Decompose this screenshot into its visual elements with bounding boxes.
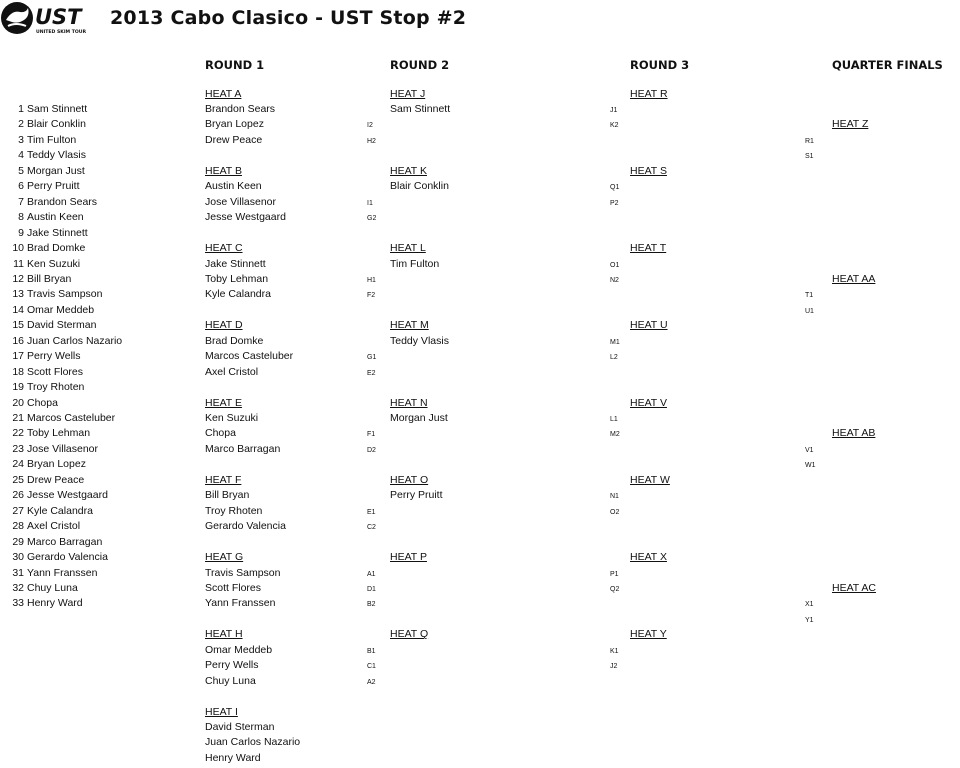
advance-slot: G2 [367,215,377,223]
seed-number: 31 [12,566,24,579]
seed-number: 12 [12,272,24,285]
seed-row [12,242,85,254]
seed-number: 11 [13,257,24,270]
seed-name: Jose Villasenor [27,442,99,455]
surfer-name: Bryan Lopez [205,118,264,131]
seed-row [12,474,84,486]
advance-slot: B2 [367,601,376,609]
seed-number: 4 [18,149,24,162]
advance-slot: B1 [367,647,376,655]
seed-number: 9 [18,226,24,239]
seed-name: Jesse Westgaard [27,489,108,502]
surfer-name: Troy Rhoten [205,504,263,517]
advance-slot: Y1 [805,616,814,624]
seed-row [12,458,86,470]
seed-number: 14 [12,303,24,316]
round-2-header: ROUND 2 [390,58,450,72]
seed-row [12,381,84,393]
seed-name: Marcos Casteluber [27,412,116,424]
advance-slot: V1 [805,446,814,454]
advance-slot: F1 [367,431,376,439]
seed-name: Bryan Lopez [27,458,86,471]
surfer-name: Gerardo Valencia [205,520,286,533]
heat-label: HEAT N [390,396,428,409]
seed-row [12,103,87,115]
advance-slot: O1 [610,261,620,269]
advance-slot: A2 [367,678,376,686]
surfer-name: Juan Carlos Nazario [205,736,301,749]
seed-number: 24 [12,458,24,471]
seed-number: 32 [12,581,24,594]
surfer-name: Chopa [205,427,236,440]
surfer-name: Bill Bryan [205,489,250,502]
heat-label: HEAT F [205,473,242,486]
seed-row [12,582,78,594]
advance-slot: M1 [610,338,620,346]
seed-number: 33 [12,597,24,610]
seed-number: 3 [18,133,24,146]
surfer-name: Perry Wells [205,659,259,672]
seed-name: Drew Peace [27,473,85,486]
quarter-finals-header: QUARTER FINALS [832,58,943,72]
seed-row [12,149,86,161]
seed-row [12,567,97,579]
seed-row [12,211,84,223]
seed-row [12,397,58,409]
seed-row [12,258,80,270]
surfer-name: Blair Conklin [390,180,449,193]
seed-number: 5 [18,164,24,177]
seed-name: Kyle Calandra [27,504,93,517]
advance-slot: Q2 [610,585,620,593]
surfer-name: Jose Villasenor [205,195,277,208]
advance-slot: C1 [367,663,376,671]
heat-label: HEAT A [205,87,242,100]
seed-number: 21 [12,412,24,424]
heat-label: HEAT D [205,319,243,332]
advance-slot: A1 [367,570,376,578]
round-3-header: ROUND 3 [630,58,690,72]
seed-row [12,489,108,501]
heat-label: HEAT Z [832,118,869,131]
seed-name: Bill Bryan [27,272,72,285]
seed-number: 7 [18,195,24,208]
advance-slot: L1 [610,416,618,423]
seed-row [12,319,96,331]
round-1-header: ROUND 1 [205,58,265,72]
seed-name: Blair Conklin [27,118,86,131]
seed-row [12,520,80,532]
heat-label: HEAT Y [630,628,667,641]
seed-number: 13 [12,288,24,301]
surfer-name: Jesse Westgaard [205,211,286,224]
surfer-name: Chuy Luna [205,674,256,687]
seed-row [12,118,86,130]
surfer-name: Ken Suzuki [205,412,259,424]
seed-name: Gerardo Valencia [27,551,108,564]
logo-tagline: UNITED SKIM TOUR [36,30,87,35]
surfer-name: Drew Peace [205,133,263,146]
advance-slot: G1 [367,354,377,362]
surfer-name: Brandon Sears [205,103,276,115]
seed-number: 10 [12,242,24,255]
advance-slot: I2 [367,122,373,130]
advance-slot: N2 [610,276,619,284]
seed-number: 23 [12,442,24,455]
seed-number: 18 [12,365,24,378]
seed-name: Troy Rhoten [27,381,85,394]
seed-number: 19 [12,381,24,394]
seed-name: Yann Franssen [27,566,98,579]
seed-name: Brandon Sears [27,195,98,208]
seed-row [12,427,90,439]
heat-label: HEAT H [205,628,243,641]
heat-label: HEAT AB [832,427,876,440]
surfer-name: Toby Lehman [205,272,269,285]
heat-label: HEAT V [630,396,667,409]
advance-slot: O2 [610,508,620,516]
page-title: 2013 Cabo Clasico - UST Stop #2 [110,7,467,29]
seed-number: 26 [12,489,24,502]
advance-slot: I1 [367,199,373,207]
seed-name: Ken Suzuki [27,257,81,270]
seed-name: Austin Keen [27,211,84,224]
seed-number: 6 [18,180,24,193]
seed-name: Teddy Vlasis [27,149,86,162]
surfer-name: Henry Ward [205,751,261,764]
advance-slot: N1 [610,493,619,501]
logo-mark: UST [35,5,82,29]
surfer-name: Axel Cristol [205,365,259,378]
seed-name: Perry Pruitt [27,180,80,193]
seed-number: 27 [12,504,24,517]
heat-label: HEAT W [630,473,670,486]
seed-row [12,597,83,609]
heat-label: HEAT I [205,705,238,718]
heat-label: HEAT O [390,473,429,486]
seed-row [12,443,98,455]
surfer-name: Perry Pruitt [390,489,443,502]
heat-label: HEAT G [205,551,244,564]
advance-slot: X1 [805,601,814,609]
seed-name: Toby Lehman [27,427,91,440]
seed-row [12,288,102,300]
seed-number: 28 [12,520,24,533]
seed-name: Juan Carlos Nazario [27,334,123,347]
seed-name: Axel Cristol [27,520,81,533]
advance-slot: U1 [805,307,814,315]
advance-slot: M2 [610,431,620,439]
seed-row [12,366,83,378]
advance-slot: E2 [367,369,376,377]
surfer-name: Scott Flores [205,581,262,594]
heat-label: HEAT C [205,242,243,255]
seed-number: 29 [12,535,24,548]
advance-slot: S1 [805,153,814,161]
seed-row [12,335,122,347]
heat-label: HEAT B [205,164,242,177]
advance-slot: T1 [805,292,814,300]
seed-name: Chopa [27,396,58,409]
seed-name: Travis Sampson [27,288,103,301]
advance-slot: H1 [367,276,376,284]
seed-name: Tim Fulton [27,133,77,146]
heat-label: HEAT E [205,396,242,409]
seed-row [12,412,115,424]
heat-label: HEAT R [630,87,668,100]
heat-label: HEAT U [630,319,668,332]
ust-logo [0,0,92,36]
seed-name: David Sterman [27,319,97,332]
advance-slot: J2 [610,663,618,671]
heat-label: HEAT S [630,164,667,177]
surfer-name: Sam Stinnett [390,103,451,115]
seed-name: Morgan Just [27,164,85,177]
heat-label: HEAT J [390,87,426,100]
seed-row [12,350,80,362]
heat-label: HEAT AA [832,272,876,285]
seed-number: 30 [12,551,24,564]
seed-number: 16 [12,334,24,347]
surfer-name: Teddy Vlasis [390,334,449,347]
seed-row [12,551,108,563]
seed-name: Brad Domke [27,242,86,255]
seed-row [12,227,88,239]
advance-slot: K2 [610,122,619,130]
seed-row [12,180,80,192]
seed-row [12,165,85,177]
heat-label: HEAT Q [390,628,429,641]
seed-number: 2 [18,118,24,131]
advance-slot: P1 [610,570,619,578]
surfer-name: Austin Keen [205,180,262,193]
surfer-name: Travis Sampson [205,566,281,579]
seed-number: 15 [12,319,24,332]
seed-name: Sam Stinnett [27,103,88,115]
heat-label: HEAT X [630,551,667,564]
seed-name: Omar Meddeb [27,303,95,316]
seed-number: 20 [12,396,24,409]
seed-number: 1 [18,103,24,115]
seed-number: 17 [12,350,24,363]
seed-name: Jake Stinnett [27,226,88,239]
advance-slot: W1 [805,462,816,470]
advance-slot: R1 [805,137,814,145]
advance-slot: F2 [367,292,376,300]
advance-slot: Q1 [610,184,620,192]
heat-label: HEAT P [390,551,427,564]
advance-slot: E1 [367,508,376,516]
seed-row [12,196,97,208]
seed-number: 25 [12,473,24,486]
surfer-name: Jake Stinnett [205,257,266,270]
heat-label: HEAT T [630,242,667,255]
surfer-name: Tim Fulton [390,257,440,270]
advance-slot: K1 [610,647,619,655]
surfer-name: Yann Franssen [205,597,276,610]
seed-name: Henry Ward [27,597,83,610]
heat-label: HEAT K [390,164,427,177]
surfer-name: Marcos Casteluber [205,350,294,363]
surfer-name: David Sterman [205,721,275,733]
heat-label: HEAT M [390,319,429,332]
seed-name: Scott Flores [27,365,84,378]
advance-slot: C2 [367,524,376,532]
surfer-name: Omar Meddeb [205,643,273,656]
advance-slot: D1 [367,585,376,593]
surfer-name: Kyle Calandra [205,288,271,301]
advance-slot: H2 [367,137,376,145]
surfer-name: Morgan Just [390,412,448,424]
seed-row [12,273,71,285]
seed-number: 8 [18,211,24,224]
surfer-name: Brad Domke [205,334,264,347]
seed-row [12,536,102,548]
advance-slot: L2 [610,354,618,362]
surfer-name: Marco Barragan [205,442,281,455]
seed-row [12,304,94,316]
seed-name: Marco Barragan [27,535,103,548]
heat-label: HEAT AC [832,581,876,594]
seed-number: 22 [12,427,24,440]
advance-slot: P2 [610,199,619,207]
advance-slot: D2 [367,446,376,454]
seed-row [12,505,93,517]
seed-row [12,134,76,146]
seed-name: Chuy Luna [27,581,78,594]
advance-slot: J1 [610,107,618,114]
heat-label: HEAT L [390,242,426,255]
seed-name: Perry Wells [27,350,81,363]
